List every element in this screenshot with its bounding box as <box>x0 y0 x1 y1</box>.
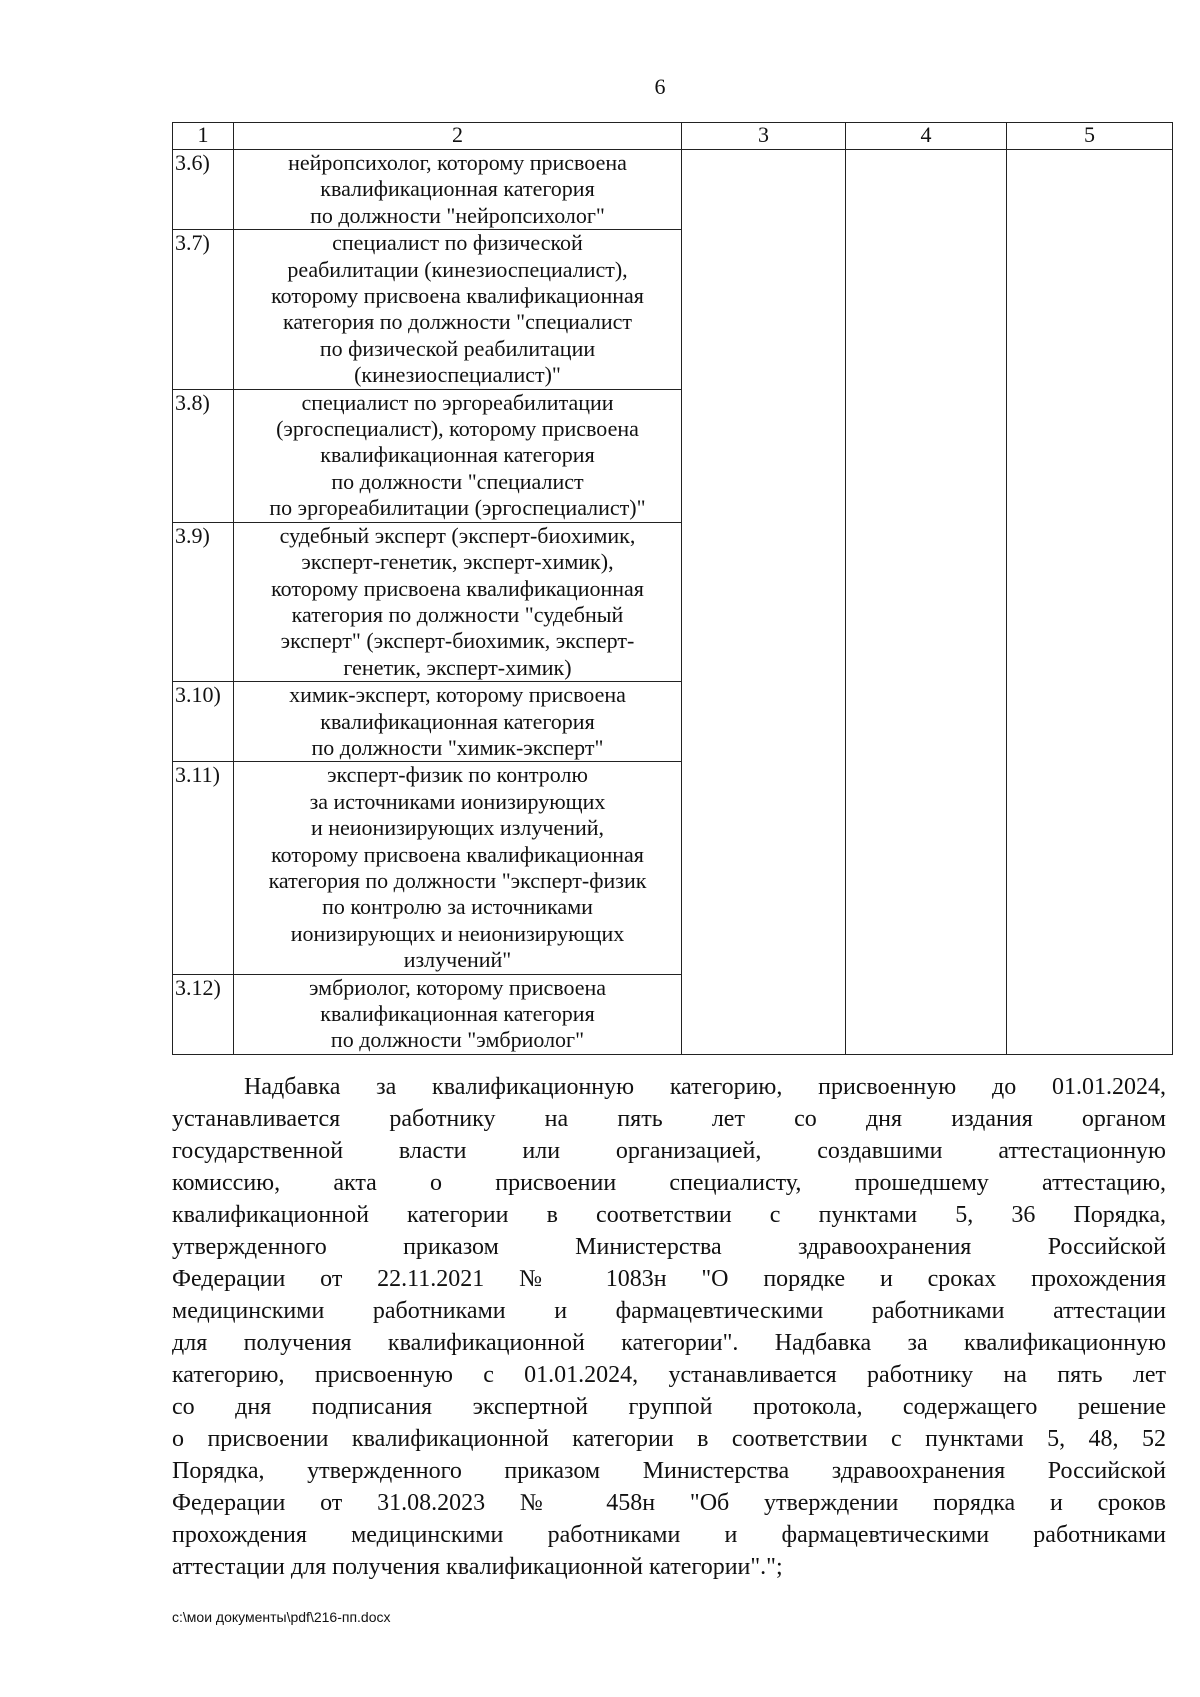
row-number-cell: 3.8) <box>173 389 234 522</box>
description-line: эксперт" (эксперт-биохимик, эксперт- <box>280 628 635 654</box>
description-line: специалист по эргореабилитации <box>301 389 614 415</box>
table-header-row <box>173 123 1173 150</box>
description-line: которому присвоена квалификационная <box>271 575 644 601</box>
position-description-cell <box>234 389 682 522</box>
body-paragraph <box>172 1071 1166 1583</box>
description-line: химик-эксперт, которому присвоена <box>289 682 626 708</box>
description-line: которому присвоена квалификационная <box>271 841 644 867</box>
paragraph-line: квалификационной категории в соответствии с пунктами 5, 36 Порядка, <box>172 1202 1166 1228</box>
description-line: (кинезиоспециалист)" <box>354 362 561 388</box>
description-line: специалист по физической <box>332 230 583 256</box>
description-line: (эргоспециалист), которому присвоена <box>276 416 639 442</box>
table-header-cell: 4 <box>846 123 1007 150</box>
empty-column-cell <box>1007 150 1173 1055</box>
position-description-cell <box>234 522 682 681</box>
row-number-cell: 3.9) <box>173 522 234 681</box>
table-row <box>173 150 1173 230</box>
description-line: категория по должности "эксперт-физик <box>268 867 647 893</box>
description-line: эмбриолог, которому присвоена <box>308 974 607 1000</box>
description-line: которому присвоена квалификационная <box>271 283 644 309</box>
position-description-cell <box>234 230 682 389</box>
position-description-cell <box>234 762 682 974</box>
description-line: за источниками ионизирующих <box>309 788 606 814</box>
row-number-cell: 3.10) <box>173 682 234 762</box>
description-line: по физической реабилитации <box>319 335 596 361</box>
row-number-cell: 3.11) <box>173 762 234 974</box>
row-number-cell: 3.7) <box>173 230 234 389</box>
description-line: по контролю за источниками <box>322 894 593 920</box>
position-description-cell <box>234 682 682 762</box>
table-header-cell: 3 <box>682 123 846 150</box>
description-line: квалификационная категория <box>320 1001 595 1026</box>
description-line: по эргореабилитации (эргоспециалист)" <box>269 495 646 521</box>
qualification-table <box>172 122 1173 1055</box>
paragraph-line: утвержденного приказом Министерства здравоохранения Российской <box>172 1234 1166 1260</box>
paragraph-line: медицинскими работниками и фармацевтическими работниками аттестации <box>172 1298 1166 1324</box>
description-line: по должности "эмбриолог" <box>330 1027 585 1053</box>
description-line: квалификационная категория <box>320 708 595 734</box>
page-number: 6 <box>654 74 666 99</box>
description-line: квалификационная категория <box>320 176 595 202</box>
paragraph-line: о присвоении квалификационной категории в соответствии с пунктами 5, 48, 52 <box>172 1426 1166 1452</box>
table-header-cell: 5 <box>1007 123 1173 150</box>
paragraph-line: Надбавка за квалификационную категорию, присвоенную до 01.01.2024, <box>244 1074 1166 1100</box>
paragraph-line: для получения квалификационной категории". Надбавка за квалификационную <box>172 1330 1166 1356</box>
row-number-cell: 3.12) <box>173 974 234 1054</box>
description-line: реабилитации (кинезиоспециалист), <box>287 256 628 282</box>
row-number-cell: 3.6) <box>173 150 234 230</box>
position-description-cell <box>234 974 682 1054</box>
empty-column-cell <box>682 150 846 1055</box>
description-line: категория по должности "судебный <box>291 601 624 627</box>
paragraph-line: со дня подписания экспертной группой протокола, содержащего решение <box>172 1394 1166 1420</box>
paragraph-line: Порядка, утвержденного приказом Министерства здравоохранения Российской <box>172 1458 1166 1484</box>
file-path-footer: c:\мои документы\pdf\216-пп.docx <box>172 1609 391 1625</box>
description-line: судебный эксперт (эксперт-биохимик, <box>279 522 636 548</box>
paragraph-line: Федерации от 22.11.2021 № 1083н "О порядке и сроках прохождения <box>172 1266 1166 1292</box>
description-line: по должности "специалист <box>331 468 584 494</box>
paragraph-line: Федерации от 31.08.2023 № 458н "Об утверждении порядка и сроков <box>172 1490 1166 1516</box>
description-line: ионизирующих и неионизирующих <box>290 920 625 946</box>
description-line: генетик, эксперт-химик) <box>343 654 572 680</box>
table-header-cell: 2 <box>234 123 682 150</box>
description-line: излучений" <box>403 947 512 973</box>
description-line: по должности "нейропсихолог" <box>310 202 605 228</box>
description-line: и неионизирующих излучений, <box>310 815 605 841</box>
description-line: категория по должности "специалист <box>282 309 633 335</box>
paragraph-line: устанавливается работнику на пять лет со дня издания органом <box>172 1106 1166 1132</box>
description-line: эксперт-генетик, эксперт-химик), <box>301 549 614 575</box>
paragraph-line: категорию, присвоенную с 01.01.2024, устанавливается работнику на пять лет <box>172 1362 1166 1388</box>
position-description-cell <box>234 150 682 230</box>
paragraph-line: аттестации для получения квалификационной категории"."; <box>172 1554 783 1580</box>
empty-column-cell <box>846 150 1007 1055</box>
paragraph-line: прохождения медицинскими работниками и фармацевтическими работниками <box>172 1522 1166 1548</box>
description-line: квалификационная категория <box>320 442 595 468</box>
table-header-cell: 1 <box>173 123 234 150</box>
paragraph-line: государственной власти или организацией, создавшими аттестационную <box>172 1138 1166 1164</box>
paragraph-line: комиссию, акта о присвоении специалисту, прошедшему аттестацию, <box>172 1170 1166 1196</box>
description-line: эксперт-физик по контролю <box>327 762 588 788</box>
description-line: нейропсихолог, которому присвоена <box>288 150 627 175</box>
description-line: по должности "химик-эксперт" <box>311 734 604 760</box>
